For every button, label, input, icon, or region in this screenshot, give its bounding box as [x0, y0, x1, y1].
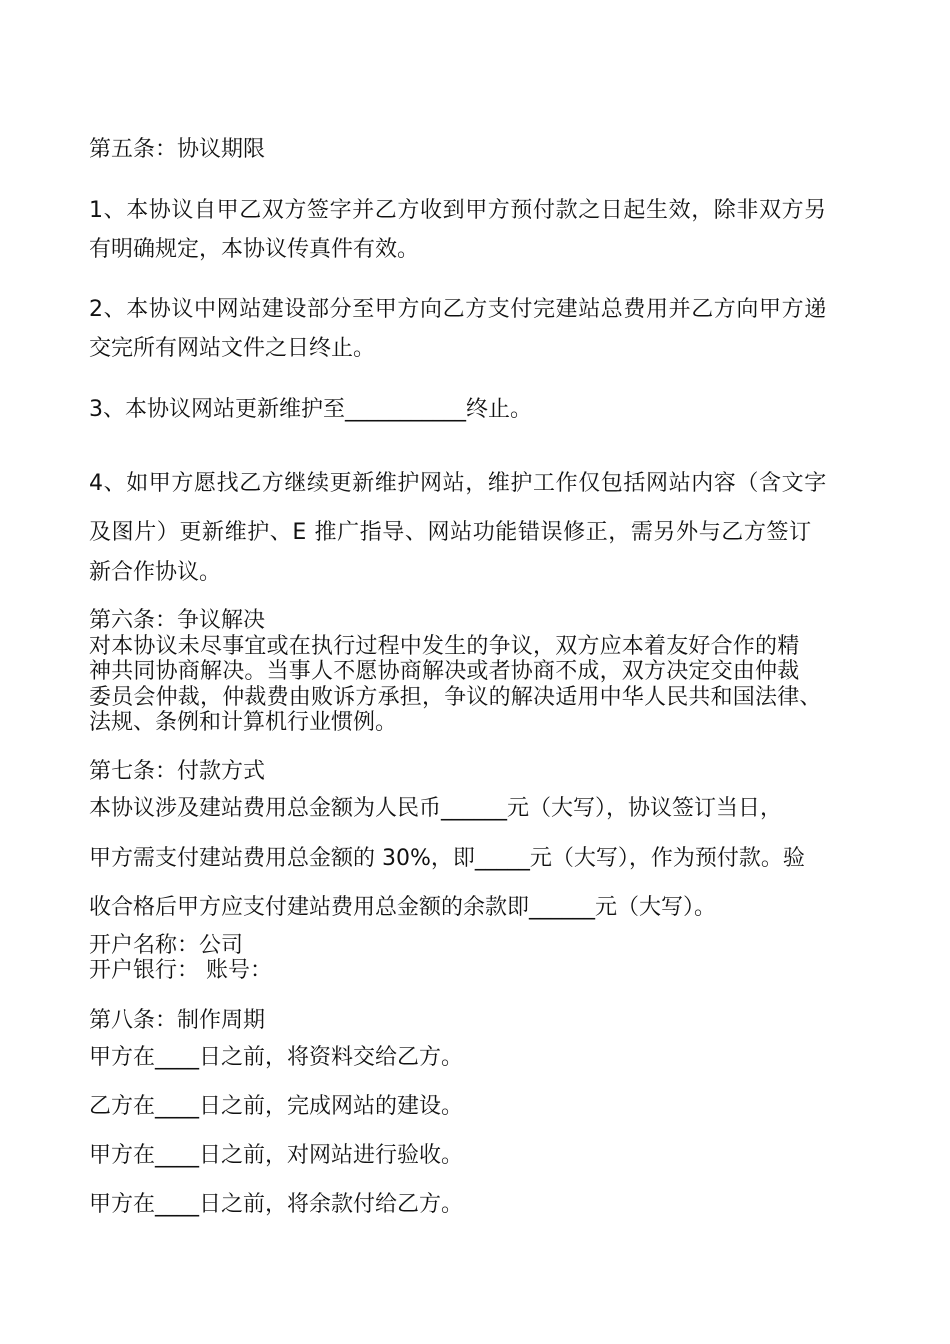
- article5-clause3: 3、本协议网站更新维护至___________终止。: [89, 397, 532, 422]
- article8-line1: 甲方在____日之前，将资料交给乙方。: [89, 1045, 464, 1070]
- article8-heading: 第八条：制作周期: [89, 1008, 266, 1033]
- article5-heading: 第五条：协议期限: [89, 137, 266, 162]
- article6-line1: 对本协议未尽事宜或在执行过程中发生的争议，双方应本着友好合作的精: [89, 634, 800, 659]
- article5-clause4-line3: 新合作协议。: [89, 560, 222, 585]
- article6-line2: 神共同协商解决。当事人不愿协商解决或者协商不成，双方决定交由仲裁: [89, 659, 800, 684]
- article7-line1: 本协议涉及建站费用总金额为人民币______元（大写），协议签订当日，: [89, 796, 783, 821]
- article8-line3: 甲方在____日之前，对网站进行验收。: [89, 1143, 464, 1168]
- article7-line2: 甲方需支付建站费用总金额的 30%，即_____元（大写），作为预付款。验: [89, 846, 805, 871]
- article5-clause1-line1: 1、本协议自甲乙双方签字并乙方收到甲方预付款之日起生效，除非双方另: [89, 198, 827, 223]
- article7-heading: 第七条：付款方式: [89, 759, 266, 784]
- article6-line3: 委员会仲裁，仲裁费由败诉方承担，争议的解决适用中华人民共和国法律、: [89, 685, 822, 710]
- account-bank: 开户银行： 账号：: [89, 958, 272, 983]
- article5-clause2-line2: 交完所有网站文件之日终止。: [89, 336, 376, 361]
- article5-clause2-line1: 2、本协议中网站建设部分至甲方向乙方支付完建站总费用并乙方向甲方递: [89, 297, 827, 322]
- article5-clause4-line1: 4、如甲方愿找乙方继续更新维护网站，维护工作仅包括网站内容（含文字: [89, 471, 827, 496]
- article5-clause1-line2: 有明确规定，本协议传真件有效。: [89, 237, 420, 262]
- article5-clause4-line2: 及图片）更新维护、E 推广指导、网站功能错误修正，需另外与乙方签订: [89, 520, 812, 545]
- article8-line2: 乙方在____日之前，完成网站的建设。: [89, 1094, 464, 1119]
- article6-line4: 法规、条例和计算机行业惯例。: [89, 710, 398, 735]
- article7-line3: 收合格后甲方应支付建站费用总金额的余款即______元（大写）。: [89, 895, 717, 920]
- article6-heading: 第六条：争议解决: [89, 608, 266, 633]
- article8-line4: 甲方在____日之前，将余款付给乙方。: [89, 1192, 464, 1217]
- account-name: 开户名称：公司: [89, 933, 244, 958]
